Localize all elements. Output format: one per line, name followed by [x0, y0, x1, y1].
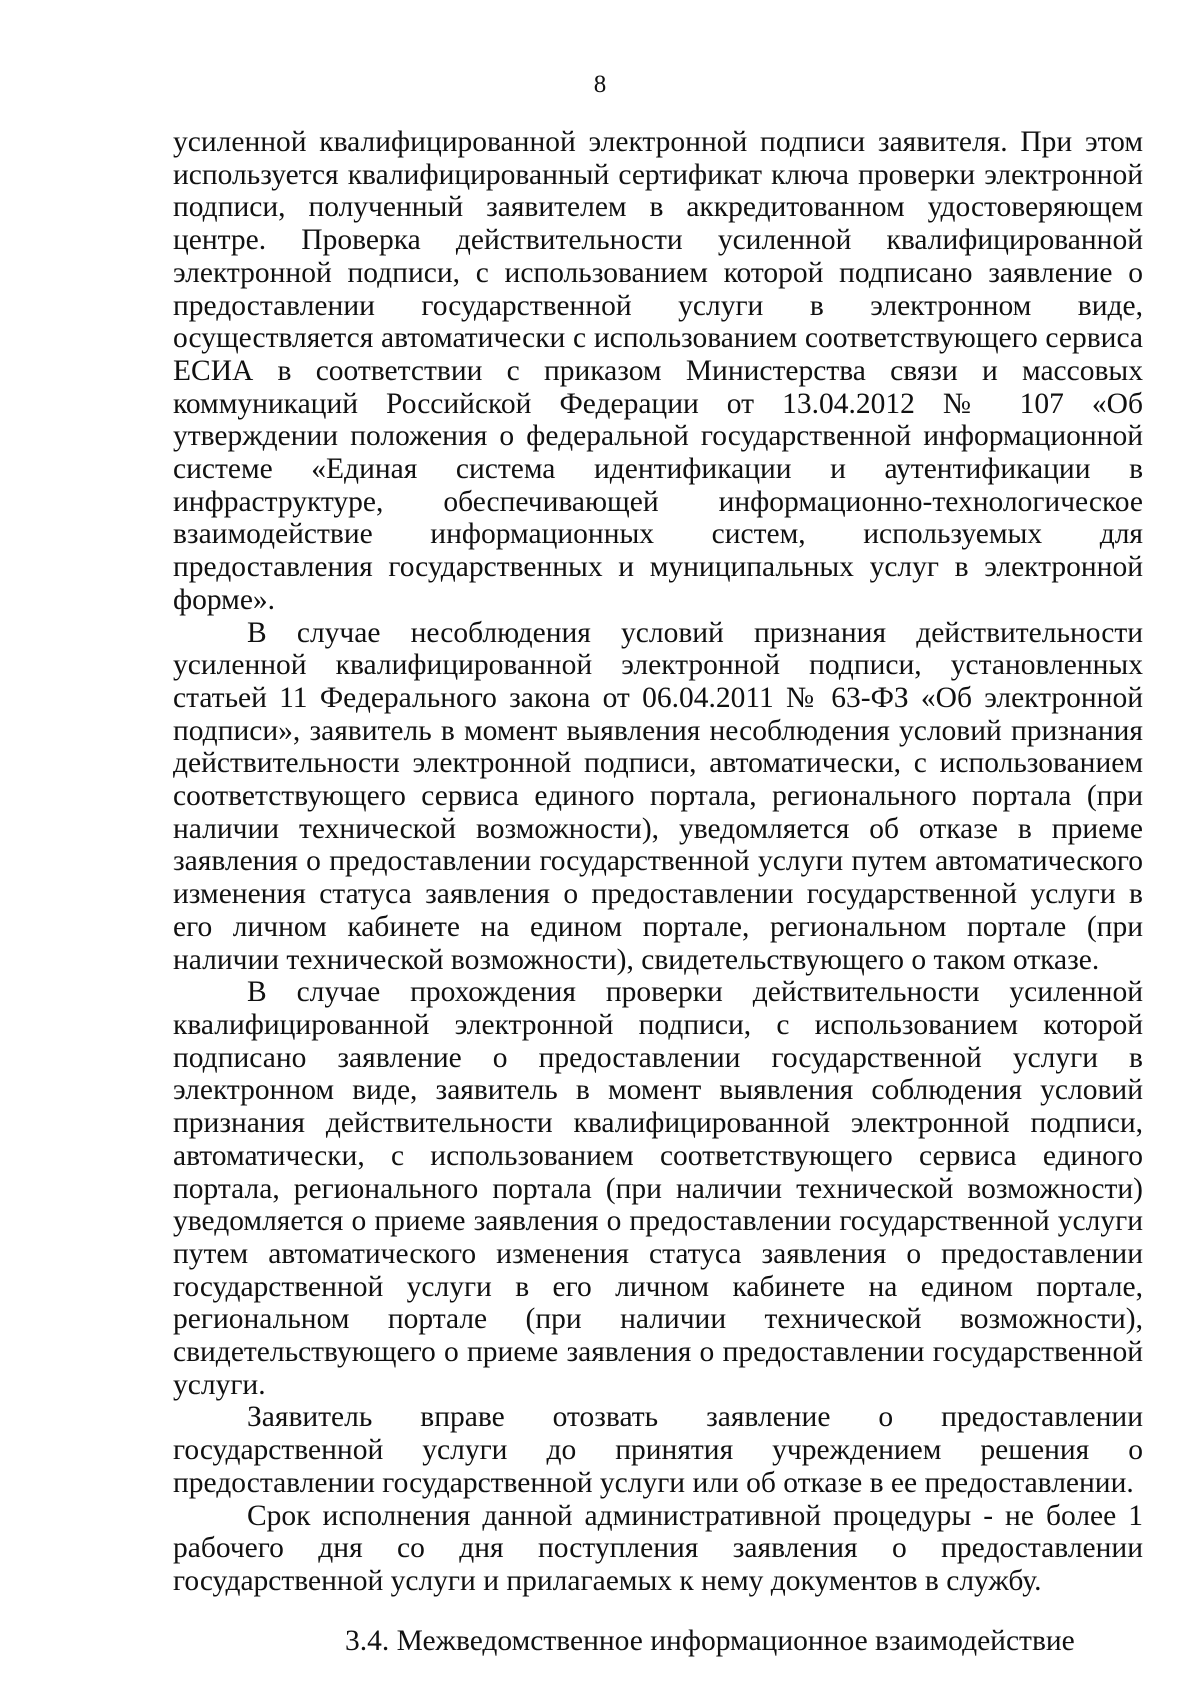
page-number: 8: [593, 71, 607, 98]
paragraph-continued-signature-check: усиленной квалифицированной электронной подписи заявителя. При этом используется квалифицированный сертификат ключа проверки электронной подписи, полученный заявителем в аккредитованном удостоверяющем центре. Проверка действительности усиленной квалифицированной электронной подписи, с использованием которой подписано заявление о предоставлении государственной услуги в электронном виде, осуществляется автоматически с использованием соответствующего сервиса ЕСИА в соответствии с приказом Министерства связи и массовых коммуникаций Российской Федерации от 13.04.2012 № 107 «Об утверждении положения о федеральной государственной информационной системе «Единая система идентификации и аутентификации в инфраструктуре, обеспечивающей информационно-технологическое взаимодействие информационных систем, используемых для предоставления государственных и муниципальных услуг в электронной форме».: [173, 126, 1143, 616]
paragraph-withdraw-application: Заявитель вправе отозвать заявление о предоставлении государственной услуги до принятия учреждением решения о предоставлении государственной услуги или об отказе в ее предоставлении.: [173, 1401, 1143, 1499]
paragraph-signature-invalid: В случае несоблюдения условий признания действительности усиленной квалифицированной электронной подписи, установленных статьей 11 Федерального закона от 06.04.2011 № 63-ФЗ «Об электронной подписи», заявитель в момент выявления несоблюдения условий признания действительности электронной подписи, автоматически, с использованием соответствующего сервиса единого портала, регионального портала (при наличии технической возможности), уведомляется об отказе в приеме заявления о предоставлении государственной услуги путем автоматического изменения статуса заявления о предоставлении государственной услуги в его личном кабинете на едином портале, региональном портале (при наличии технической возможности), свидетельствующего о таком отказе.: [173, 616, 1143, 976]
paragraph-signature-valid: В случае прохождения проверки действительности усиленной квалифицированной электронной подписи, с использованием которой подписано заявление о предоставлении государственной услуги в электронном виде, заявитель в момент выявления соблюдения условий признания действительности квалифицированной электронной подписи, автоматически, с использованием соответствующего сервиса единого портала, регионального портала (при наличии технической возможности) уведомляется о приеме заявления о предоставлении государственной услуги путем автоматического изменения статуса заявления о предоставлении государственной услуги в его личном кабинете на едином портале, региональном портале (при наличии технической возможности), свидетельствующего о приеме заявления о предоставлении государственной услуги.: [173, 976, 1143, 1401]
section-heading: 3.4. Межведомственное информационное взаимодействие: [345, 1624, 1075, 1657]
document-body: [173, 126, 1143, 1657]
paragraph-procedure-deadline: Срок исполнения данной административной процедуры - не более 1 рабочего дня со дня поступления заявления о предоставлении государственной услуги и прилагаемых к нему документов в службу.: [173, 1499, 1143, 1597]
